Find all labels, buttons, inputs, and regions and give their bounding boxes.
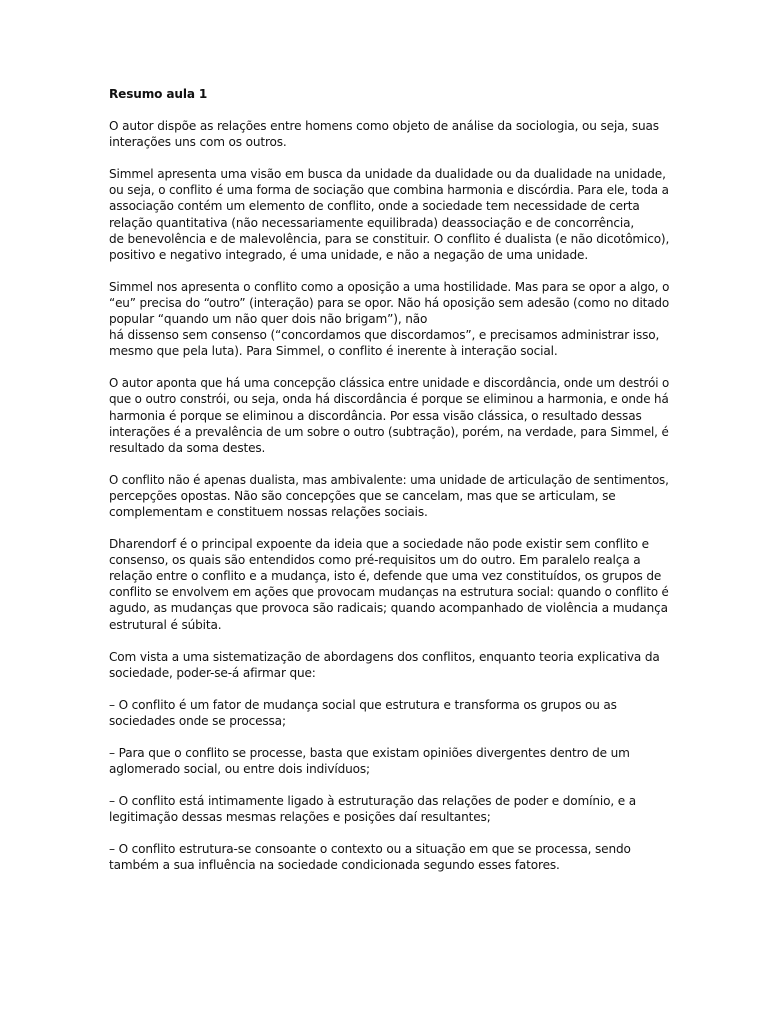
- text-line: – O conflito estrutura-se consoante o contexto ou a situação em que se processa, sendo: [109, 842, 631, 857]
- text-line: harmonia é porque se eliminou a discordância. Por essa visão clássica, o resultado dessas: [109, 408, 642, 423]
- text-line: resultado da soma destes.: [109, 440, 266, 455]
- text-line: há dissenso sem consenso (“concordamos que discordamos”, e precisamos administrar isso,: [109, 328, 660, 343]
- text-line: – Para que o conflito se processe, basta que existam opiniões divergentes dentro de um: [109, 746, 630, 760]
- text-line: positivo e negativo integrado, é uma unidade, e não a negação de uma unidade.: [109, 247, 589, 262]
- text-line: – O conflito é um fator de mudança social que estrutura e transforma os grupos ou as: [109, 697, 617, 712]
- text-line: complementam e constituem nossas relações sociais.: [109, 504, 428, 519]
- text-line: também a sua influência na sociedade condicionada segundo esses fatores.: [109, 858, 560, 873]
- text-line: consenso, os quais são entendidos como pré-requisitos um do outro. Em paralelo realça a: [109, 553, 641, 568]
- text-line: Simmel nos apresenta o conflito como a oposição a uma hostilidade. Mas para se opor a algo, o: [109, 279, 670, 294]
- text-line: sociedade, poder-se-á afirmar que:: [109, 665, 316, 680]
- text-line: conflito se envolvem em ações que provocam mudanças na estrutura social: quando o conflito é: [109, 585, 669, 600]
- paragraph: [109, 279, 669, 359]
- text-line: percepções opostas. Não são concepções que se cancelam, mas que se articulam, se: [109, 488, 616, 503]
- text-line: O autor aponta que há uma concepção clássica entre unidade e discordância, onde um destrói o: [109, 376, 670, 391]
- text-line: mesmo que pela luta). Para Simmel, o conflito é inerente à interação social.: [109, 344, 558, 359]
- text-line: de benevolência e de malevolência, para se constituir. O conflito é dualista (e não dicotômico),: [109, 231, 670, 246]
- text-line: ou seja, o conflito é uma forma de sociação que combina harmonia e discórdia. Para ele, toda a: [109, 183, 669, 198]
- text-line: interações é a prevalência de um sobre o outro (subtração), porém, na verdade, para Simmel, é: [109, 424, 669, 439]
- paragraph: [109, 536, 669, 633]
- paragraph: [109, 745, 669, 777]
- text-line: interações uns com os outros.: [109, 135, 287, 150]
- text-line: sociedades onde se processa;: [109, 713, 286, 728]
- text-line: “eu” precisa do “outro” (interação) para se opor. Não há oposição sem adesão (como no ditado: [109, 295, 670, 310]
- text-line: estrutural é súbita.: [109, 617, 222, 632]
- paragraph: [109, 166, 669, 263]
- text-line: – O conflito está intimamente ligado à estruturação das relações de poder e domínio, e a: [109, 794, 636, 809]
- text-line: que o outro constrói, ou seja, onda há discordância é porque se eliminou a harmonia, e onde há: [109, 392, 669, 407]
- text-line: associação contém um elemento de conflito, onde a sociedade tem necessidade de certa: [109, 199, 640, 214]
- text-line: popular “quando um não quer dois não brigam”), não: [109, 312, 428, 327]
- text-line: O autor dispõe as relações entre homens como objeto de análise da sociologia, ou seja, suas: [109, 119, 659, 134]
- document-title: Resumo aula 1: [109, 87, 208, 101]
- text-line: legitimação dessas mesmas relações e posições daí resultantes;: [109, 810, 491, 825]
- paragraph: [109, 118, 669, 150]
- text-line: Simmel apresenta uma visão em busca da unidade da dualidade ou da dualidade na unidade,: [109, 167, 666, 182]
- text-line: relação entre o conflito e a mudança, isto é, defende que uma vez constituídos, os grupos de: [109, 569, 662, 584]
- paragraph: [109, 697, 669, 729]
- text-line: agudo, as mudanças que provoca são radicais; quando acompanhado de violência a mudança: [109, 601, 668, 616]
- text-line: aglomerado social, ou entre dois indivíduos;: [109, 762, 370, 777]
- document-body: [109, 86, 669, 890]
- paragraph: [109, 375, 669, 455]
- paragraph: [109, 649, 669, 681]
- text-line: O conflito não é apenas dualista, mas ambivalente: uma unidade de articulação de sentimentos,: [109, 472, 669, 487]
- paragraph: [109, 472, 669, 520]
- paragraph: [109, 793, 669, 825]
- text-line: Dharendorf é o principal expoente da ideia que a sociedade não pode existir sem conflito e: [109, 537, 649, 552]
- text-line: relação quantitativa (não necessariamente equilibrada) deassociação e de concorrência,: [109, 215, 635, 230]
- text-line: Com vista a uma sistematização de abordagens dos conflitos, enquanto teoria explicativa da: [109, 649, 660, 664]
- paragraph: [109, 841, 669, 873]
- paragraph-list: [109, 118, 669, 873]
